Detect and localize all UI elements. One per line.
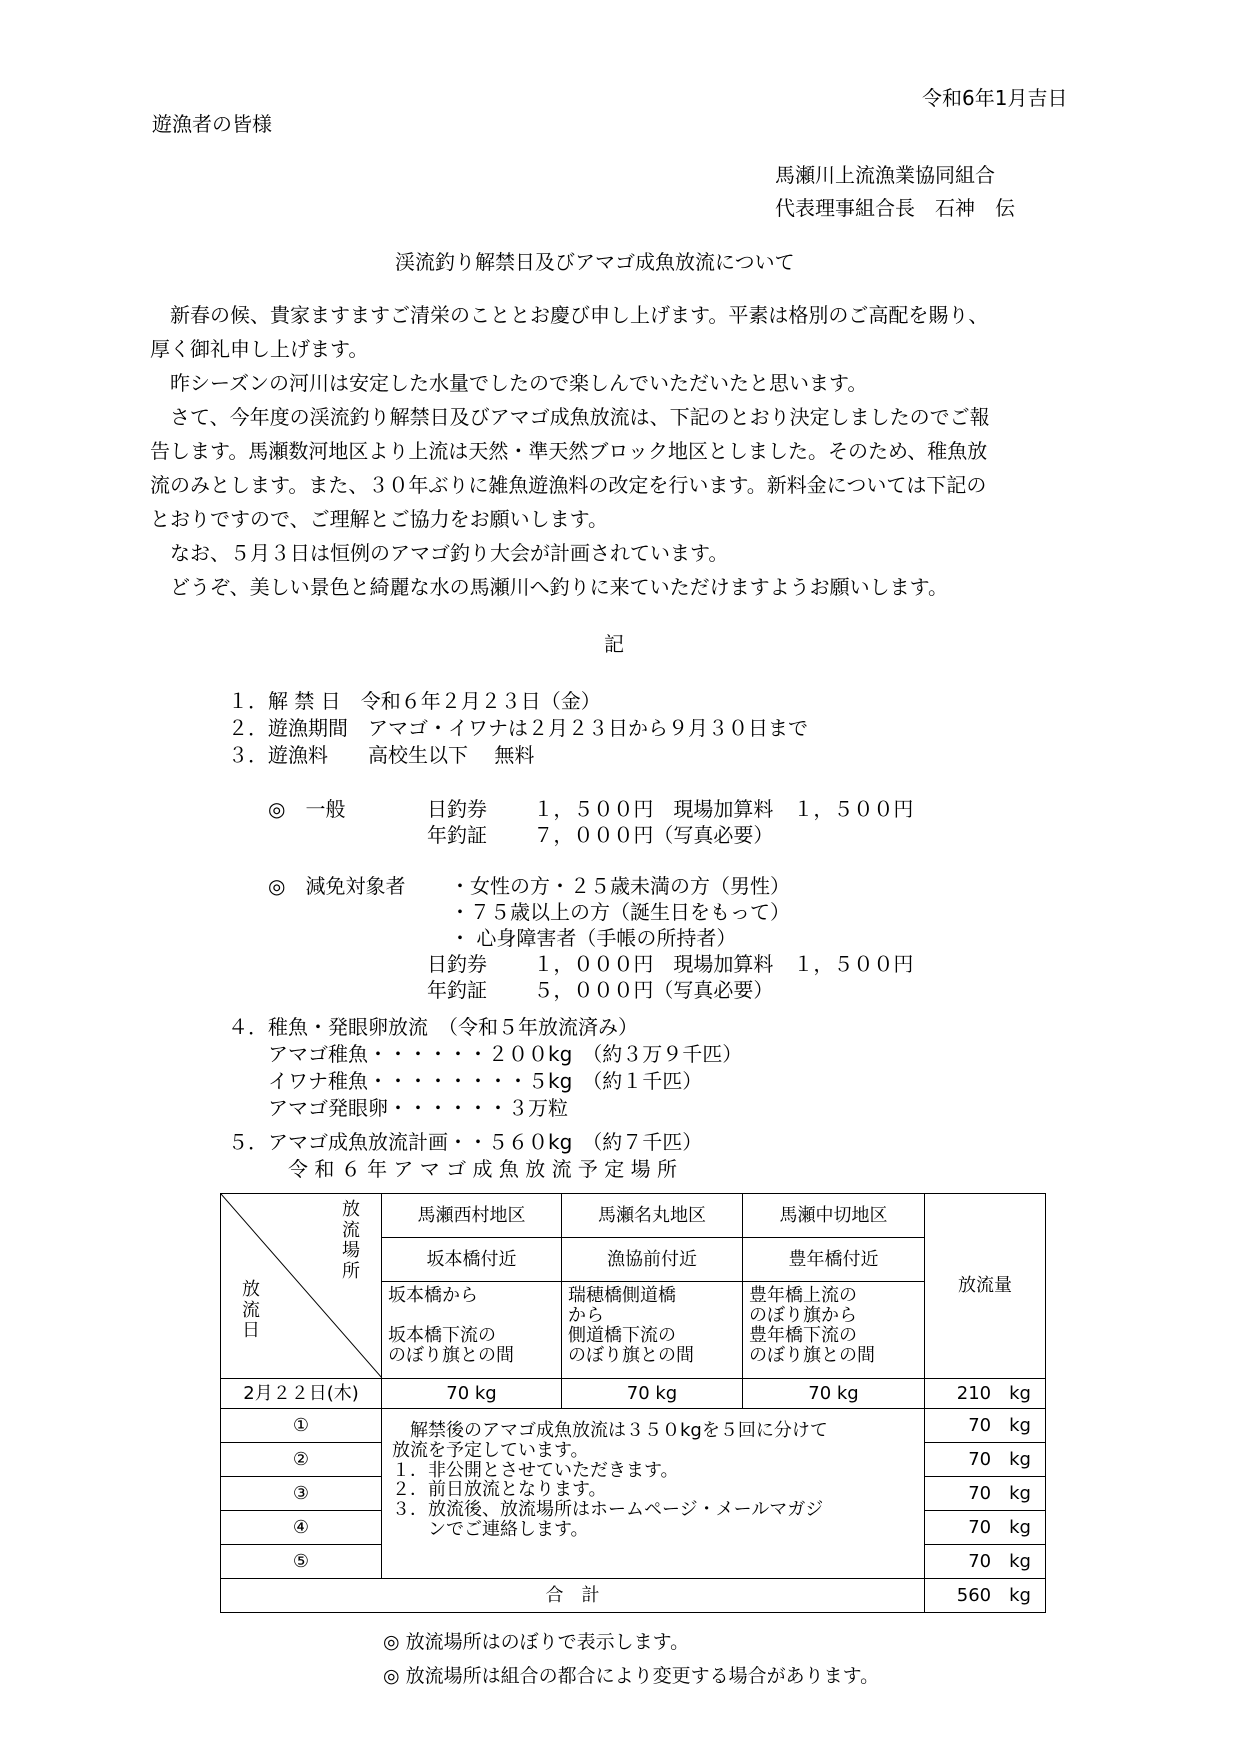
table-title: 令 和 ６ 年 ア マ ゴ 成 魚 放 流 予 定 場 所 [288,1157,678,1181]
first-release-date: 2月２２日(木) [221,1379,382,1409]
range-cell: 坂本橋から 坂本橋下流の のぼり旗との間 [382,1282,562,1379]
sender-name: 代表理事組合長 石神 伝 [775,196,1015,220]
eyed-eggs: アマゴ発眼卵・・・・・・３万粒 [268,1096,568,1120]
general-label: ◎ 一般 [268,797,346,821]
item-fishing-period: ２．遊漁期間 アマゴ・イワナは２月２３日から９月３０日まで [228,716,808,740]
reduced-condition-1: ・女性の方・２５歳未満の方（男性） [450,874,790,898]
release-note: 解禁後のアマゴ成魚放流は３５０kgを５回に分けて 放流を予定しています。 １．非公開とさせていただきます。 ２．前日放流となります。 ３．放流後、放流場所はホームページ・メールマガジ ンでご連絡します。 [382,1409,925,1579]
release-amount-cell: 70 kg [382,1379,562,1409]
general-year-ticket: 年釣証 ７，０００円（写真必要） [427,823,774,847]
item-opening-date: １．解 禁 日 令和６年２月２３日（金） [228,689,601,713]
area-header: 馬瀬名丸地区 [562,1194,743,1238]
release-amount-cell: 70 kg [743,1379,925,1409]
paragraph-last-season: 昨シーズンの河川は安定した水量でしたので楽しんでいただいたと思います。 [150,371,868,395]
round-amount-cell: 70 kg [925,1477,1046,1511]
grand-total-label: 合 計 [221,1579,925,1613]
round-amount-cell: 70 kg [925,1443,1046,1477]
item-adult-release-plan: ５．アマゴ成魚放流計画・・５６０kg （約７千匹） [228,1130,703,1154]
round-cell: ④ [221,1511,382,1545]
footer-note-change: ◎ 放流場所は組合の都合により変更する場合があります。 [383,1665,880,1687]
reduced-year-ticket: 年釣証 ５，０００円（写真必要） [427,978,774,1002]
ki-heading: 記 [604,632,624,656]
area-header: 馬瀬中切地区 [743,1194,925,1238]
paragraph-greeting: 新春の候、貴家ますますご清栄のこととお慶び申し上げます。平素は格別のご高配を賜り、 厚く御礼申し上げます。 [150,303,989,361]
reduced-condition-3: ・ 心身障害者（手帳の所持者） [450,926,737,950]
sender-organization: 馬瀬川上流漁業協同組合 [775,163,995,187]
reduced-day-ticket: 日釣券 １，０００円 現場加算料 １，５００円 [427,952,914,976]
row-total-cell: 210 kg [925,1379,1046,1409]
round-amount-cell: 70 kg [925,1409,1046,1443]
range-cell: 豊年橋上流の のぼり旗から 豊年橋下流の のぼり旗との間 [743,1282,925,1379]
paragraph-tournament: なお、５月３日は恒例のアマゴ釣り大会が計画されています。 [150,541,729,565]
amount-header: 放流量 [925,1194,1046,1379]
fry-amago: アマゴ稚魚・・・・・・２００kg （約３万９千匹） [268,1042,743,1066]
spot-cell: 坂本橋付近 [382,1238,562,1282]
reduced-condition-2: ・７５歳以上の方（誕生日をもって） [450,900,790,924]
spot-cell: 漁協前付近 [562,1238,743,1282]
round-cell: ① [221,1409,382,1443]
item-fishing-fee: ３．遊漁料 高校生以下 無料 [228,743,535,767]
general-day-ticket: 日釣券 １，５００円 現場加算料 １，５００円 [427,797,914,821]
document-date: 令和6年1月吉日 [922,86,1068,110]
paragraph-invitation: どうぞ、美しい景色と綺麗な水の馬瀬川へ釣りに来ていただけますようお願いします。 [150,575,948,599]
corner-label-place: 放 流 場 所 [342,1199,360,1283]
table-corner-cell [221,1194,382,1379]
spot-cell: 豊年橋付近 [743,1238,925,1282]
release-schedule-table [220,1193,1046,1613]
addressee: 遊漁者の皆様 [152,112,272,136]
range-cell: 瑞穂橋側道橋 から 側道橋下流の のぼり旗との間 [562,1282,743,1379]
item-fry-release: ４．稚魚・発眼卵放流 （令和５年放流済み） [228,1015,638,1039]
document-title: 渓流釣り解禁日及びアマゴ成魚放流について [395,250,795,274]
round-cell: ② [221,1443,382,1477]
area-header: 馬瀬西村地区 [382,1194,562,1238]
release-amount-cell: 70 kg [562,1379,743,1409]
round-cell: ⑤ [221,1545,382,1579]
paragraph-announcement: さて、今年度の渓流釣り解禁日及びアマゴ成魚放流は、下記のとおり決定しましたのでご報 告します。馬瀬数河地区より上流は天然・準天然ブロック地区としました。そのため、稚魚放 流のみとします。また、３０年ぶりに雑魚遊漁料の改定を行います。新料金については下記の とおりですので、ご理解とご協力をお願いします。 [150,405,990,531]
round-amount-cell: 70 kg [925,1545,1046,1579]
round-cell: ③ [221,1477,382,1511]
grand-total-amount: 560 kg [925,1579,1046,1613]
reduced-label: ◎ 減免対象者 [268,874,406,898]
footer-note-banner: ◎ 放流場所はのぼりで表示します。 [383,1631,690,1653]
corner-label-date: 放 流 日 [242,1279,260,1342]
round-amount-cell: 70 kg [925,1511,1046,1545]
fry-iwana: イワナ稚魚・・・・・・・・５kg （約１千匹） [268,1069,703,1093]
